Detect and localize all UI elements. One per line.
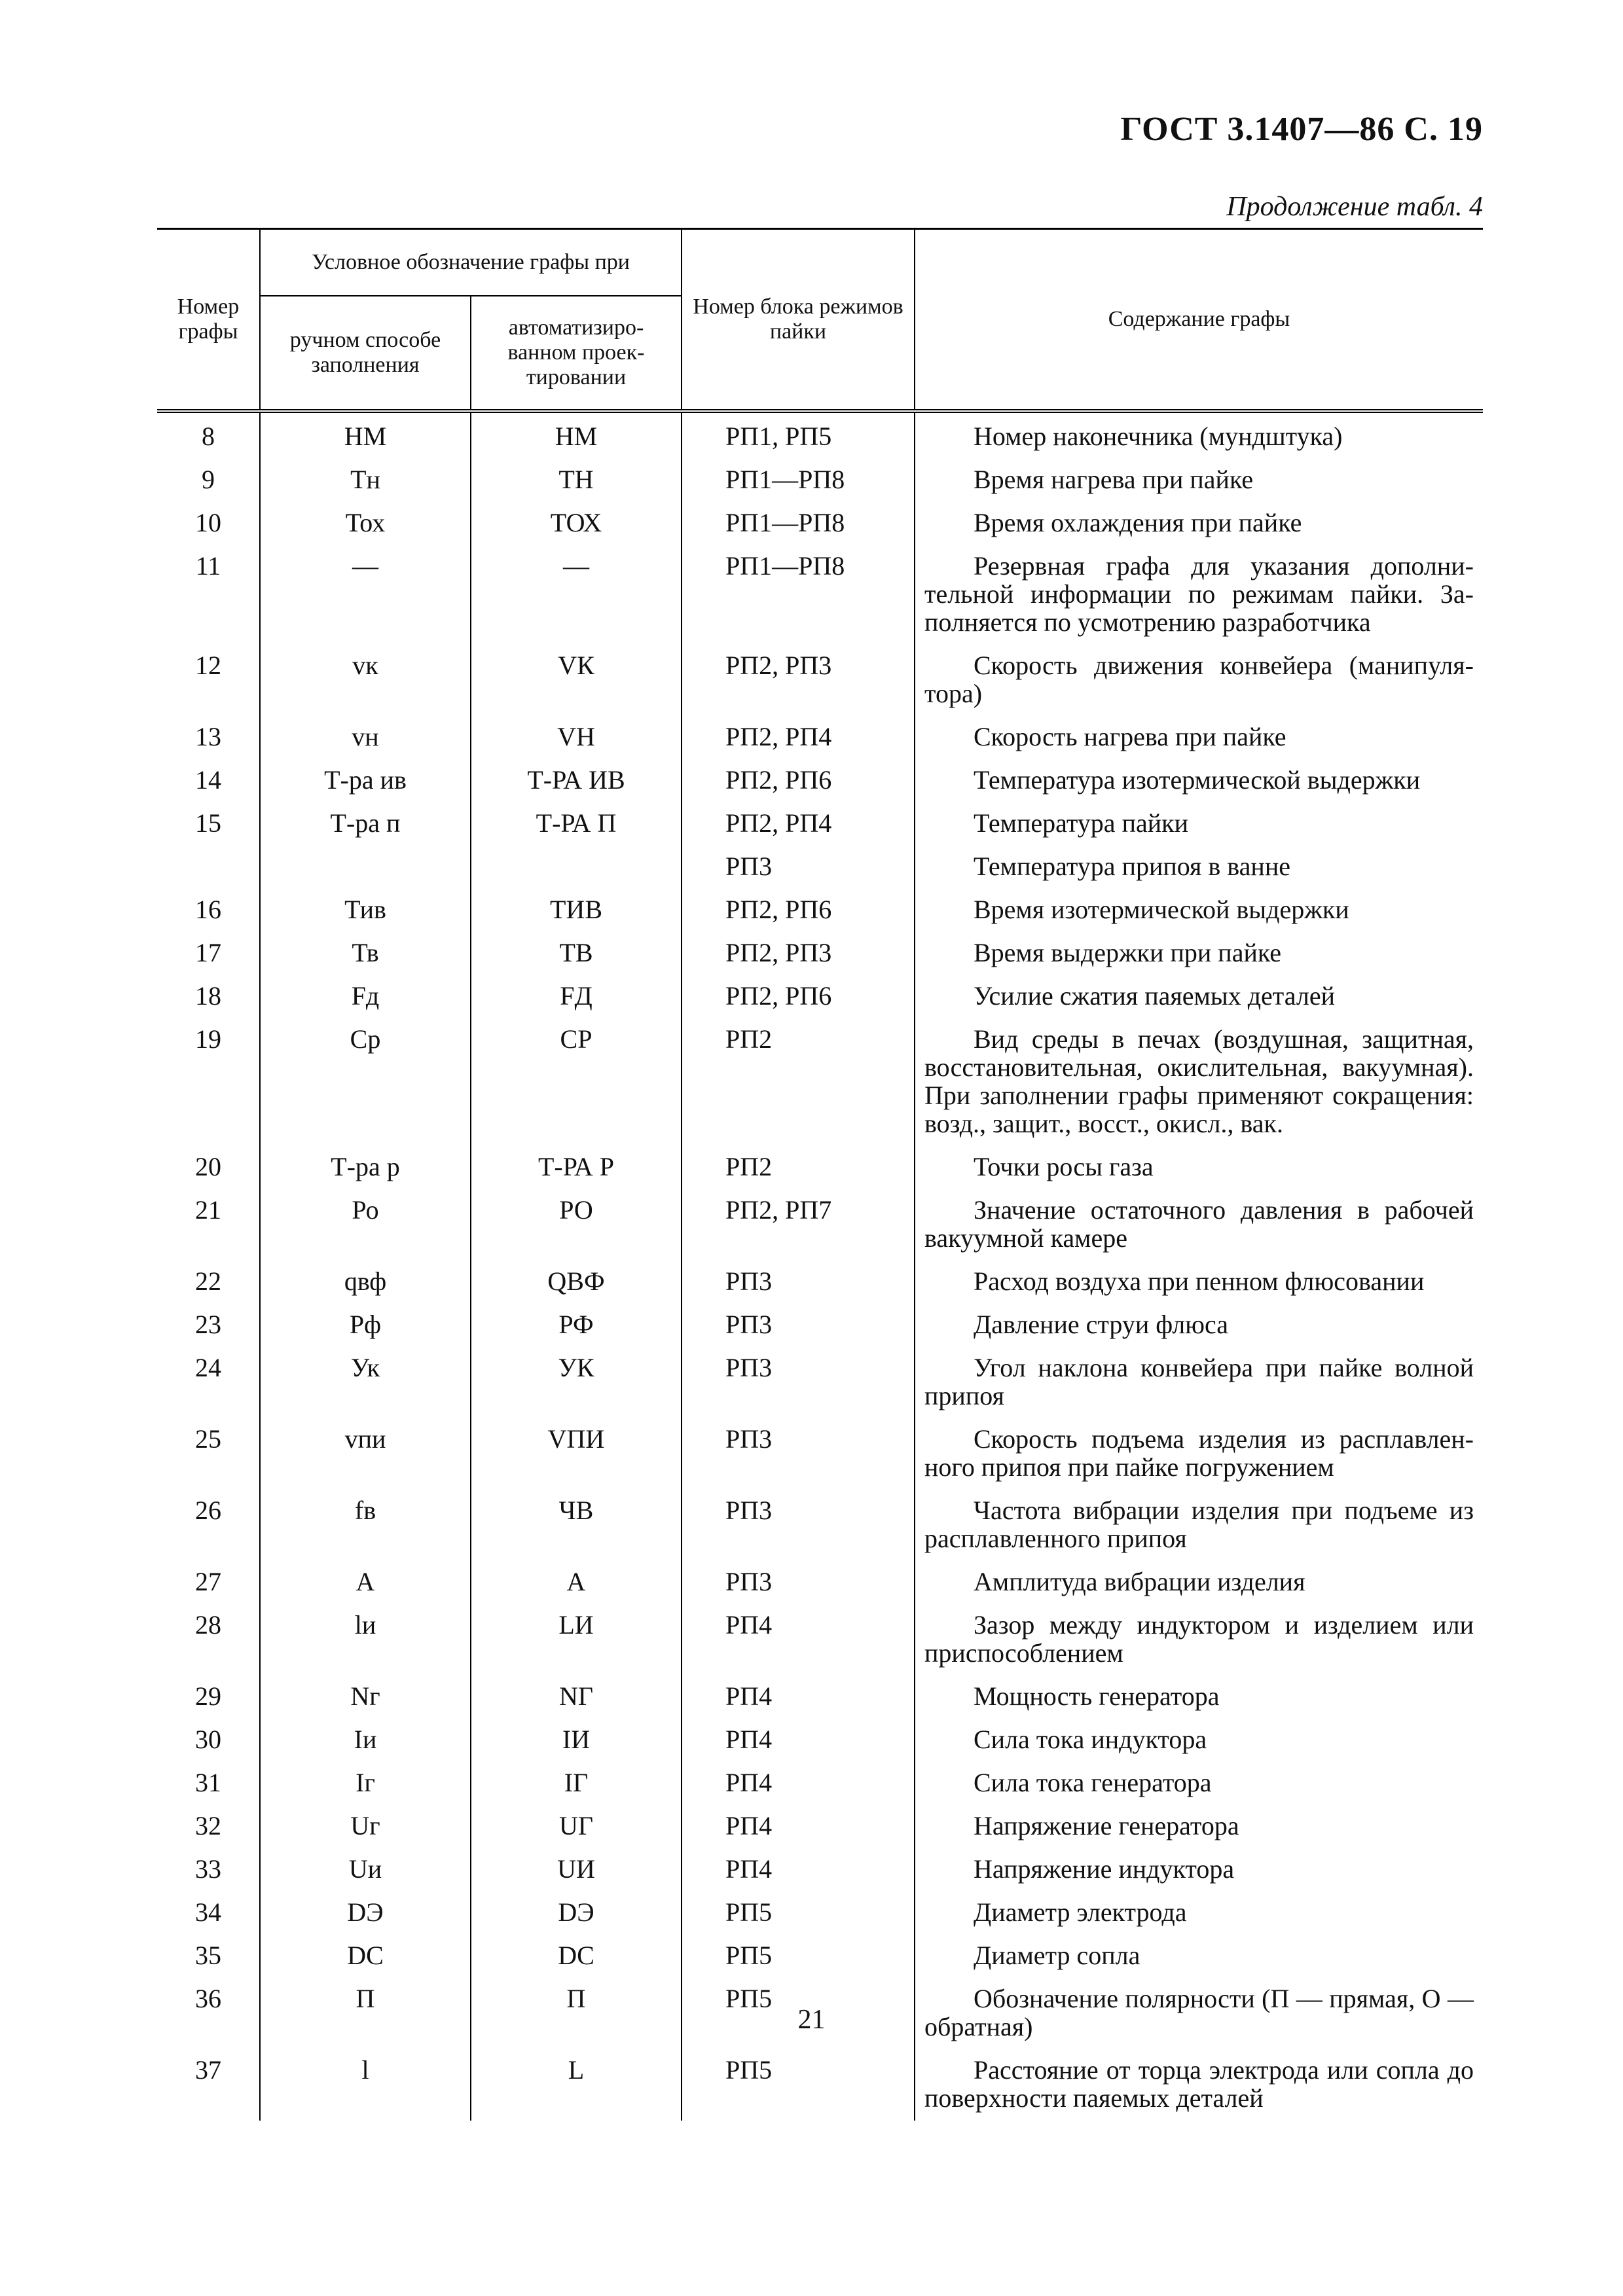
manual-designation-cell: Iи (260, 1719, 471, 1762)
row-number-cell: 15 (195, 808, 221, 838)
row-number-cell: 36 (195, 1984, 221, 2013)
block-number-cell: РП1—РП8 (682, 545, 915, 645)
manual-designation-cell: П (260, 1978, 471, 2049)
row-number-cell: 29 (195, 1681, 221, 1711)
content-description-cell: Время охлаждения при пайке (915, 502, 1483, 545)
row-number-cell: 20 (195, 1152, 221, 1181)
content-description-cell: Мощность генератора (915, 1676, 1483, 1719)
content-description-cell: Расход воздуха при пенном флюсовании (915, 1261, 1483, 1304)
table-row (157, 1418, 1483, 1490)
table-row (157, 846, 1483, 889)
block-number-cell: РП5 (682, 1935, 915, 1978)
header-content: Содержание графы (915, 229, 1483, 412)
manual-designation-cell: vпи (260, 1418, 471, 1490)
manual-designation-cell: vн (260, 716, 471, 759)
table-row (157, 545, 1483, 645)
table-container (157, 228, 1483, 2121)
soldering-modes-table (157, 228, 1483, 2121)
manual-designation-cell: Uг (260, 1805, 471, 1848)
manual-designation-cell: А (260, 1561, 471, 1604)
table-row (157, 1347, 1483, 1418)
automated-designation-cell: ТВ (471, 932, 682, 975)
table-row (157, 1848, 1483, 1892)
automated-designation-cell: РФ (471, 1304, 682, 1347)
table-row (157, 2049, 1483, 2121)
header-number: Номер графы (157, 229, 260, 412)
block-number-cell: РП2, РП4 (682, 802, 915, 846)
table-row (157, 645, 1483, 716)
block-number-cell: РП3 (682, 1261, 915, 1304)
content-description-cell: Сила тока индуктора (915, 1719, 1483, 1762)
row-number-cell: 9 (202, 465, 215, 494)
manual-designation-cell: Тив (260, 889, 471, 932)
row-number-cell: 28 (195, 1610, 221, 1640)
content-description-cell: Усилие сжатия паяемых деталей (915, 975, 1483, 1018)
manual-designation-cell: DЭ (260, 1892, 471, 1935)
automated-designation-cell: UГ (471, 1805, 682, 1848)
content-description-cell: Время изотермической выдержки (915, 889, 1483, 932)
automated-designation-cell: ТИВ (471, 889, 682, 932)
manual-designation-cell: Рф (260, 1304, 471, 1347)
table-header (157, 229, 1483, 412)
manual-designation-cell: fв (260, 1490, 471, 1561)
block-number-cell: РП3 (682, 846, 915, 889)
block-number-cell: РП3 (682, 1418, 915, 1490)
manual-designation-cell: Ср (260, 1018, 471, 1146)
content-description-cell: Номер наконечника (мундштука) (915, 411, 1483, 459)
automated-designation-cell: QВФ (471, 1261, 682, 1304)
automated-designation-cell: DС (471, 1935, 682, 1978)
row-number-cell: 27 (195, 1567, 221, 1596)
row-number-cell: 22 (195, 1266, 221, 1296)
table-row (157, 1490, 1483, 1561)
block-number-cell: РП1, РП5 (682, 411, 915, 459)
table-row (157, 1304, 1483, 1347)
table-row (157, 1604, 1483, 1676)
row-number-cell: 8 (202, 422, 215, 451)
content-description-cell: Значение остаточного давления в рабочей вакуумной камере (915, 1189, 1483, 1261)
row-number-cell: 32 (195, 1811, 221, 1840)
automated-designation-cell: LИ (471, 1604, 682, 1676)
content-description-cell: Частота вибрации изделия при подъеме из расплавленного припоя (915, 1490, 1483, 1561)
automated-designation-cell: П (471, 1978, 682, 2049)
table-row (157, 932, 1483, 975)
content-description-cell: Вид среды в печах (воздушная, защитная, восстановительная, окислительная, вакуумная). При заполнении графы применяют сокращения: возд., защит., восст., окисл., вак. (915, 1018, 1483, 1146)
manual-designation-cell: — (260, 545, 471, 645)
block-number-cell: РП2, РП6 (682, 975, 915, 1018)
block-number-cell: РП3 (682, 1490, 915, 1561)
block-number-cell: РП1—РП8 (682, 502, 915, 545)
block-number-cell: РП5 (682, 1978, 915, 2049)
block-number-cell: РП2, РП4 (682, 716, 915, 759)
content-description-cell: Напряжение генератора (915, 1805, 1483, 1848)
automated-designation-cell (471, 846, 682, 889)
block-number-cell: РП2 (682, 1018, 915, 1146)
content-description-cell: Диаметр электрода (915, 1892, 1483, 1935)
row-number-cell: 14 (195, 765, 221, 795)
content-description-cell: Диаметр сопла (915, 1935, 1483, 1978)
automated-designation-cell: VН (471, 716, 682, 759)
manual-designation-cell: Ук (260, 1347, 471, 1418)
row-number-cell: 18 (195, 981, 221, 1011)
content-description-cell: Время нагрева при пайке (915, 459, 1483, 502)
block-number-cell: РП4 (682, 1719, 915, 1762)
row-number-cell: 26 (195, 1496, 221, 1525)
content-description-cell: Скорость нагрева при пайке (915, 716, 1483, 759)
table-row (157, 1676, 1483, 1719)
automated-designation-cell: Т-РА П (471, 802, 682, 846)
row-number-cell: 35 (195, 1941, 221, 1970)
block-number-cell: РП3 (682, 1347, 915, 1418)
automated-designation-cell: ЧВ (471, 1490, 682, 1561)
manual-designation-cell: Тох (260, 502, 471, 545)
content-description-cell: Зазор между индуктором и изделием или приспособлением (915, 1604, 1483, 1676)
automated-designation-cell: СР (471, 1018, 682, 1146)
header-manual: ручном способе заполнения (260, 296, 471, 411)
manual-designation-cell: l (260, 2049, 471, 2121)
manual-designation-cell (260, 846, 471, 889)
table-row (157, 1189, 1483, 1261)
block-number-cell: РП3 (682, 1304, 915, 1347)
table-body (157, 411, 1483, 2121)
table-row (157, 889, 1483, 932)
header-designation-group: Условное обозначение графы при (260, 229, 682, 296)
content-description-cell: Амплитуда вибрации изделия (915, 1561, 1483, 1604)
automated-designation-cell: А (471, 1561, 682, 1604)
table-row (157, 411, 1483, 459)
row-number-cell: 13 (195, 722, 221, 751)
content-description-cell: Время выдержки при пайке (915, 932, 1483, 975)
manual-designation-cell: qвф (260, 1261, 471, 1304)
table-row (157, 1935, 1483, 1978)
manual-designation-cell: Т-ра п (260, 802, 471, 846)
document-header: ГОСТ 3.1407—86 С. 19 (1120, 111, 1483, 148)
page-number: 21 (797, 2005, 826, 2035)
block-number-cell: РП2 (682, 1146, 915, 1189)
row-number-cell: 10 (195, 508, 221, 537)
content-description-cell: Скорость движения конвейера (манипулятора) (915, 645, 1483, 716)
automated-designation-cell: ТОХ (471, 502, 682, 545)
automated-designation-cell: Т-РА ИВ (471, 759, 682, 802)
manual-designation-cell: Т-ра ив (260, 759, 471, 802)
manual-designation-cell: Nг (260, 1676, 471, 1719)
block-number-cell: РП2, РП3 (682, 645, 915, 716)
manual-designation-cell: НМ (260, 411, 471, 459)
block-number-cell: РП4 (682, 1676, 915, 1719)
block-number-cell: РП4 (682, 1805, 915, 1848)
row-number-cell: 16 (195, 895, 221, 924)
row-number-cell: 30 (195, 1725, 221, 1754)
content-description-cell: Скорость подъема изделия из расплавленного припоя при пайке погружением (915, 1418, 1483, 1490)
automated-designation-cell: UИ (471, 1848, 682, 1892)
header-automated: автоматизированном проектировании (471, 296, 682, 411)
content-description-cell: Напряжение индуктора (915, 1848, 1483, 1892)
block-number-cell: РП2, РП3 (682, 932, 915, 975)
row-number-cell (157, 846, 260, 889)
table-continuation-label: Продолжение табл. 4 (1226, 192, 1483, 222)
block-number-cell: РП2, РП6 (682, 889, 915, 932)
automated-designation-cell: Т-РА Р (471, 1146, 682, 1189)
block-number-cell: РП5 (682, 1892, 915, 1935)
block-number-cell: РП3 (682, 1561, 915, 1604)
row-number-cell: 19 (195, 1024, 221, 1054)
row-number-cell: 25 (195, 1424, 221, 1454)
table-row (157, 716, 1483, 759)
automated-designation-cell: DЭ (471, 1892, 682, 1935)
manual-designation-cell: Тн (260, 459, 471, 502)
automated-designation-cell: — (471, 545, 682, 645)
automated-designation-cell: ТН (471, 459, 682, 502)
manual-designation-cell: Fд (260, 975, 471, 1018)
content-description-cell: Расстояние от торца электрода или сопла до поверхности паяемых деталей (915, 2049, 1483, 2121)
table-row (157, 802, 1483, 846)
manual-designation-cell: Iг (260, 1762, 471, 1805)
content-description-cell: Обозначение полярности (П — прямая, О — обратная) (915, 1978, 1483, 2049)
table-row (157, 1018, 1483, 1146)
automated-designation-cell: NГ (471, 1676, 682, 1719)
block-number-cell: РП2, РП7 (682, 1189, 915, 1261)
automated-designation-cell: L (471, 2049, 682, 2121)
row-number-cell: 31 (195, 1768, 221, 1797)
header-block: Номер блока режимов пайки (682, 229, 915, 412)
table-row (157, 975, 1483, 1018)
row-number-cell: 33 (195, 1854, 221, 1884)
manual-designation-cell: DС (260, 1935, 471, 1978)
manual-designation-cell: Тв (260, 932, 471, 975)
block-number-cell: РП2, РП6 (682, 759, 915, 802)
row-number-cell: 11 (195, 551, 221, 581)
content-description-cell: Резервная графа для указания дополнительной информации по режимам пайки. Заполняется по усмотрению разработчика (915, 545, 1483, 645)
table-row (157, 1719, 1483, 1762)
automated-designation-cell: НМ (471, 411, 682, 459)
row-number-cell: 12 (195, 651, 221, 680)
row-number-cell: 24 (195, 1353, 221, 1382)
table-row (157, 502, 1483, 545)
content-description-cell: Температура изотермической выдержки (915, 759, 1483, 802)
block-number-cell: РП4 (682, 1762, 915, 1805)
row-number-cell: 34 (195, 1897, 221, 1927)
automated-designation-cell: РО (471, 1189, 682, 1261)
row-number-cell: 21 (195, 1195, 221, 1225)
automated-designation-cell: УК (471, 1347, 682, 1418)
row-number-cell: 37 (195, 2055, 221, 2085)
row-number-cell: 23 (195, 1310, 221, 1339)
table-row (157, 459, 1483, 502)
manual-designation-cell: Ро (260, 1189, 471, 1261)
table-row (157, 1261, 1483, 1304)
content-description-cell: Давление струи флюса (915, 1304, 1483, 1347)
content-description-cell: Температура пайки (915, 802, 1483, 846)
content-description-cell: Угол наклона конвейера при пайке волной припоя (915, 1347, 1483, 1418)
block-number-cell: РП1—РП8 (682, 459, 915, 502)
manual-designation-cell: vк (260, 645, 471, 716)
automated-designation-cell: VПИ (471, 1418, 682, 1490)
row-number-cell: 17 (195, 938, 221, 967)
table-row (157, 1892, 1483, 1935)
block-number-cell: РП4 (682, 1604, 915, 1676)
manual-designation-cell: Т-ра р (260, 1146, 471, 1189)
automated-designation-cell: IГ (471, 1762, 682, 1805)
table-row (157, 1762, 1483, 1805)
content-description-cell: Температура припоя в ванне (915, 846, 1483, 889)
table-row (157, 759, 1483, 802)
table-row (157, 1561, 1483, 1604)
automated-designation-cell: IИ (471, 1719, 682, 1762)
manual-designation-cell: Uи (260, 1848, 471, 1892)
table-row (157, 1805, 1483, 1848)
block-number-cell: РП5 (682, 2049, 915, 2121)
automated-designation-cell: FД (471, 975, 682, 1018)
automated-designation-cell: VК (471, 645, 682, 716)
block-number-cell: РП4 (682, 1848, 915, 1892)
content-description-cell: Сила тока генератора (915, 1762, 1483, 1805)
manual-designation-cell: lи (260, 1604, 471, 1676)
content-description-cell: Точки росы газа (915, 1146, 1483, 1189)
table-row (157, 1146, 1483, 1189)
